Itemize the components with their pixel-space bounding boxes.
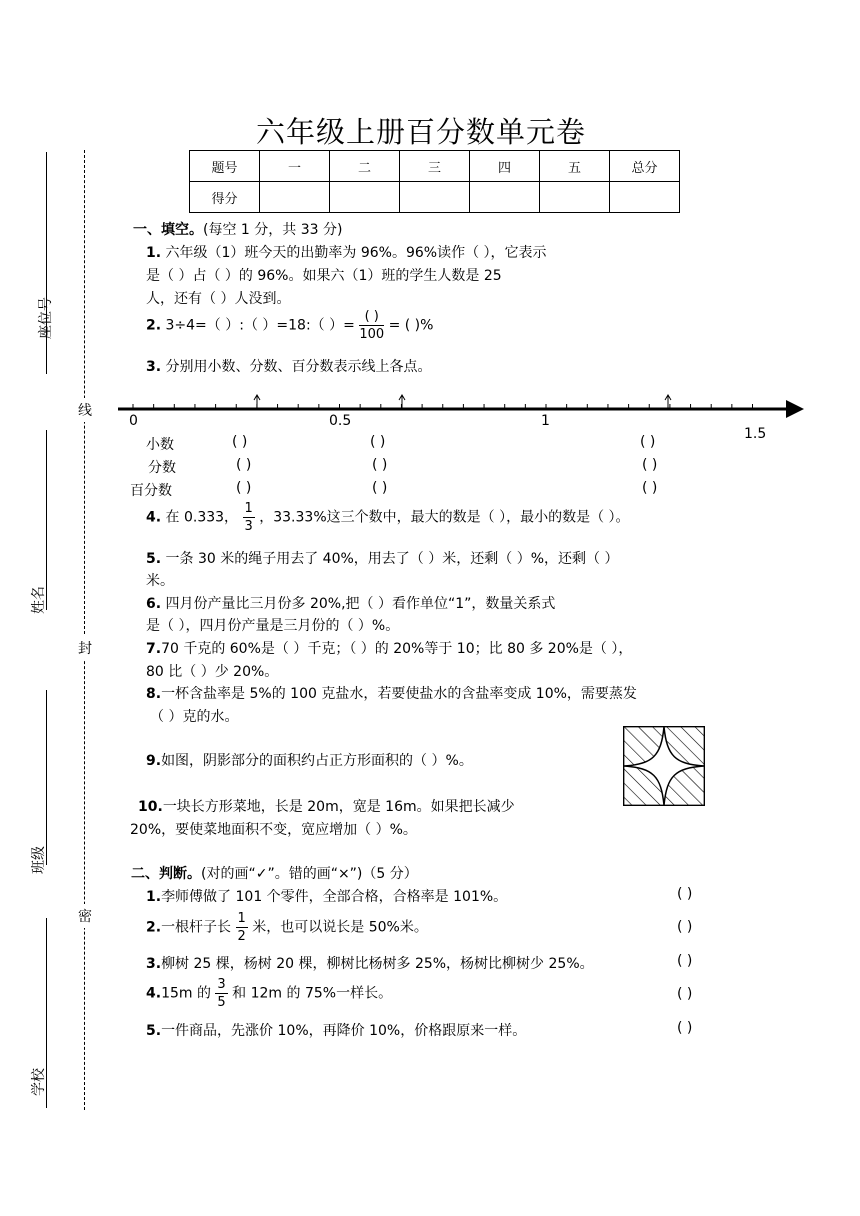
q10-number: 10.: [138, 799, 163, 815]
answer-blank[interactable]: ( ): [236, 480, 252, 496]
q5-line2: 米。: [146, 573, 174, 589]
answer-blank[interactable]: ( ): [372, 480, 388, 496]
name-line: [46, 430, 47, 610]
judge-item-number: 3.: [146, 956, 162, 972]
q8-number: 8.: [146, 686, 162, 702]
q1-number: 1.: [146, 245, 162, 261]
answer-blank[interactable]: ( ): [232, 434, 248, 450]
tick-label-1-5: 1.5: [744, 426, 767, 442]
q10-line1: [138, 796, 515, 816]
q4-fraction: [243, 502, 255, 533]
score-header-cell: 总分: [610, 151, 680, 182]
row-label-decimal: 小数: [146, 437, 174, 453]
q6-line2: 是（ ），四月份产量是三月份的（ ）%。: [146, 618, 400, 634]
q3-number: 3.: [146, 359, 162, 375]
judge-item-text: 一件商品，先涨价 10%，再降价 10%，价格跟原来一样。: [161, 1023, 527, 1039]
q3-text: 分别用小数、分数、百分数表示线上各点。: [165, 359, 432, 375]
q6-number: 6.: [146, 596, 162, 612]
q7-line1: [146, 638, 632, 658]
score-header-cell: 三: [400, 151, 470, 182]
judge-item-number: 5.: [146, 1023, 162, 1039]
q5-text-1: 一条 30 米的绳子用去了 40%，用去了（ ）米，还剩（ ）%，还剩（ ）: [165, 551, 619, 567]
judge-item-number: 1.: [146, 889, 162, 905]
section1-heading: 一、填空。: [133, 222, 203, 238]
q7-text-1: 70 千克的 60%是（ ）千克；（ ）的 20%等于 10；比 80 多 20%是（ ），: [161, 641, 633, 657]
q4-fraction-numerator: 1: [244, 501, 253, 516]
q2-fraction: [359, 310, 384, 341]
class-line: [46, 690, 47, 865]
answer-blank[interactable]: ( ): [236, 457, 252, 473]
q4-text-post: ，33.33%这三个数中，最大的数是（ ），最小的数是（ ）。: [259, 509, 630, 526]
q9-text: 如图，阴影部分的面积约占正方形面积的（ ）%。: [161, 753, 473, 769]
answer-blank[interactable]: ( ): [370, 434, 386, 450]
score-cell[interactable]: [610, 182, 680, 213]
judge-item-2: [146, 912, 428, 943]
binding-seal-label: 封: [78, 636, 92, 660]
q5-line1: [146, 548, 618, 568]
q8-line1: [146, 683, 637, 703]
row-label-percent: 百分数: [130, 483, 172, 499]
q4-text-pre: 在 0.333，: [165, 509, 239, 526]
q10-text-1: 一块长方形菜地，长是 20m，宽是 16m。如果把长减少: [162, 799, 515, 815]
answer-blank[interactable]: ( ): [372, 457, 388, 473]
number-line-arrow-icon: [786, 400, 804, 418]
fraction-denominator: 5: [217, 995, 226, 1010]
q4-fraction-denominator: 3: [244, 519, 253, 534]
score-header-cell: 题号: [190, 151, 260, 182]
school-label: 学校: [31, 1068, 47, 1096]
judge-answer-box[interactable]: ( ): [677, 886, 693, 902]
score-table: [189, 150, 680, 213]
class-label: 班级: [31, 846, 47, 874]
q2-fraction-numerator: ( ): [359, 310, 384, 326]
fraction-denominator: 2: [237, 929, 246, 944]
judge-item-text-post: 和 12m 的 75%一样长。: [232, 985, 393, 1002]
q2-text: 3÷4=（ ）:（ ）=18:（ ）=: [165, 317, 355, 334]
q2-fraction-denominator: 100: [359, 327, 385, 342]
answer-blank[interactable]: ( ): [640, 434, 656, 450]
answer-blank[interactable]: ( ): [642, 480, 658, 496]
judge-item-5: [146, 1020, 526, 1040]
score-cell[interactable]: [470, 182, 540, 213]
tick-label-0: 0: [129, 413, 138, 429]
judge-item-text-pre: 15m 的: [161, 985, 211, 1002]
score-table-score-row: [190, 182, 680, 213]
q2-tail: = ( )%: [388, 317, 434, 334]
score-cell[interactable]: [260, 182, 330, 213]
number-line: [100, 392, 810, 432]
section2-note: (对的画“✓”。错的画“×”)（5 分）: [201, 866, 418, 882]
judge-item-2-fraction: [236, 912, 248, 943]
score-cell[interactable]: [540, 182, 610, 213]
q1-line3: 人，还有（ ）人没到。: [146, 291, 291, 307]
judge-item-text: 李师傅做了 101 个零件，全部合格，合格率是 101%。: [161, 889, 508, 905]
name-label: 姓名: [31, 586, 47, 614]
seat-label: 座位号: [38, 297, 54, 339]
score-header-cell: 一: [260, 151, 330, 182]
tick-label-0-5: 0.5: [329, 413, 352, 429]
q4-number: 4.: [146, 509, 162, 526]
tick-label-1: 1: [541, 413, 550, 429]
judge-item-text-post: 米，也可以说长是 50%米。: [252, 919, 428, 936]
q5-number: 5.: [146, 551, 162, 567]
judge-item-4-fraction: [215, 978, 227, 1009]
judge-item-4: [146, 978, 392, 1009]
q7-line2: 80 比（ ）少 20%。: [146, 664, 279, 680]
section2-header: [131, 863, 418, 883]
q6-text-1: 四月份产量比三月份多 20%,把（ ）看作单位“1”，数量关系式: [165, 596, 556, 612]
q9-line: [146, 750, 473, 770]
fraction-numerator: 1: [237, 911, 246, 926]
score-table-header-row: [190, 151, 680, 182]
answer-blank[interactable]: ( ): [642, 457, 658, 473]
section1-header: [133, 219, 342, 239]
row-label-fraction: 分数: [148, 460, 176, 476]
q10-line2: 20%，要使菜地面积不变，宽应增加（ ）%。: [130, 822, 417, 838]
score-header-cell: 四: [470, 151, 540, 182]
score-cell[interactable]: [400, 182, 470, 213]
score-header-cell: 五: [540, 151, 610, 182]
q9-number: 9.: [146, 753, 162, 769]
judge-answer-box[interactable]: ( ): [677, 953, 693, 969]
shaded-square-figure: [623, 726, 705, 806]
judge-answer-box[interactable]: ( ): [677, 919, 693, 935]
score-row-label: 得分: [190, 182, 260, 213]
q2-line: [146, 310, 433, 341]
binding-secret-label: 密: [78, 904, 92, 928]
judge-item-1: [146, 886, 507, 906]
judge-item-number: 2.: [146, 919, 162, 936]
score-header-cell: 二: [330, 151, 400, 182]
score-cell[interactable]: [330, 182, 400, 213]
page-title: 六年级上册百分数单元卷: [256, 115, 587, 149]
section2-heading: 二、判断。: [131, 866, 201, 882]
q1-line1: [146, 242, 547, 262]
q7-number: 7.: [146, 641, 162, 657]
binding-dashed-line: [84, 150, 85, 1110]
judge-answer-box[interactable]: ( ): [677, 986, 693, 1002]
judge-item-text-pre: 一根杆子长: [161, 919, 232, 936]
judge-item-number: 4.: [146, 985, 162, 1002]
q3-line: [146, 356, 432, 376]
judge-item-text: 柳树 25 棵，杨树 20 棵，柳树比杨树多 25%，杨树比柳树少 25%。: [161, 956, 594, 972]
q8-text-1: 一杯含盐率是 5%的 100 克盐水，若要使盐水的含盐率变成 10%，需要蒸发: [161, 686, 637, 702]
seat-line: [46, 152, 47, 374]
q1-text-1: 六年级（1）班今天的出勤率为 96%。96%读作（ ），它表示: [165, 245, 547, 261]
q8-line2: （ ）克的水。: [150, 709, 239, 725]
q6-line1: [146, 593, 555, 613]
section1-note: (每空 1 分，共 33 分): [203, 222, 343, 238]
q2-number: 2.: [146, 317, 162, 334]
judge-item-3: [146, 953, 594, 973]
q1-line2: 是（ ）占（ ）的 96%。如果六（1）班的学生人数是 25: [146, 268, 502, 284]
fraction-numerator: 3: [217, 977, 226, 992]
judge-answer-box[interactable]: ( ): [677, 1020, 693, 1036]
binding-line-label: 线: [78, 398, 92, 422]
q4-line: [146, 502, 630, 533]
